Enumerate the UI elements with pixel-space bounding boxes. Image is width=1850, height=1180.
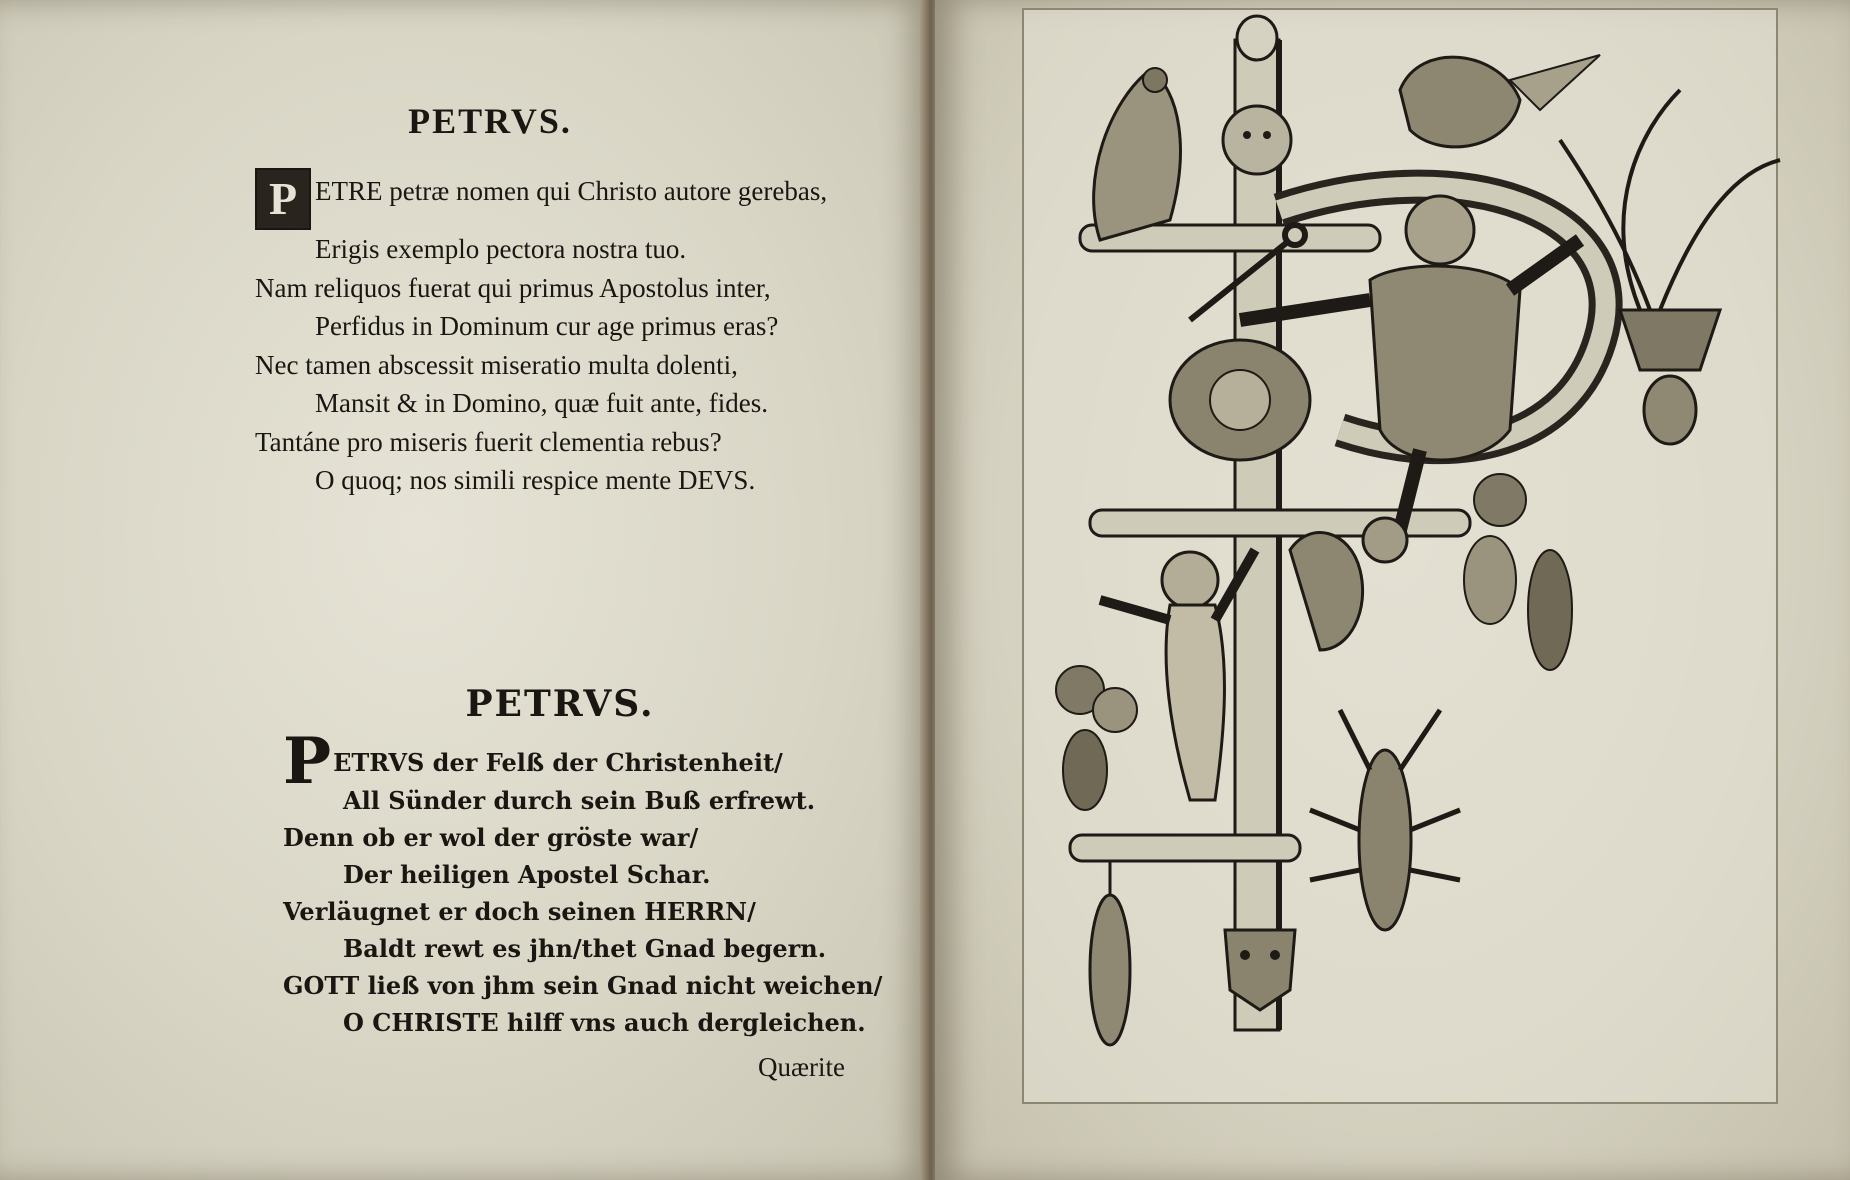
- german-line-7: GOTT ließ von jhm sein Gnad nicht weichen/: [283, 971, 883, 1000]
- german-dropcap: P: [283, 724, 332, 799]
- fruit-cluster-left: [1056, 666, 1137, 810]
- cherub-head: [1223, 106, 1291, 174]
- fruit-cluster-right: [1464, 474, 1572, 670]
- latin-line-8: O quoq; nos simili respice mente DEVS.: [315, 465, 756, 495]
- crossbar-middle: [1090, 510, 1470, 536]
- german-line-6: Baldt rewt es jhn/thet Gnad begern.: [343, 934, 827, 963]
- small-mask: [1363, 518, 1407, 562]
- latin-line-4: Perfidus in Dominum cur age primus eras?: [315, 311, 779, 341]
- latin-line-3: Nam reliquos fuerat qui primus Apostolus inter,: [255, 272, 771, 303]
- german-poem: [283, 724, 923, 1041]
- latin-line-2: Erigis exemplo pectora nostra tuo.: [315, 234, 687, 264]
- shield-ornament: [1170, 340, 1310, 460]
- german-line-2: All Sünder durch sein Buß erfrewt.: [343, 786, 816, 815]
- latin-title: PETRVS.: [408, 101, 572, 141]
- latin-line-6: Mansit & in Domino, quæ fuit ante, fides.: [315, 388, 768, 418]
- german-line-8: O CHRISTE hilff vns auch dergleichen.: [343, 1008, 866, 1037]
- german-title: PETRVS.: [465, 683, 655, 725]
- german-line-5: Verläugnet er doch seinen HERRN/: [283, 897, 756, 926]
- latin-line-1: P ETRE petræ nomen qui Christo autore gerebas,: [255, 168, 895, 230]
- crossbar-bottom: [1070, 835, 1300, 861]
- german-line-1: PETRVS der Felß der Christenheit/: [283, 724, 783, 799]
- german-line-3: Denn ob er wol der gröste war/: [283, 823, 699, 852]
- latin-line-5: Nec tamen abscessit miseratio multa dolenti,: [255, 349, 738, 380]
- parrot-bird: [1290, 533, 1363, 650]
- engraved-letter-p-illustration: [1040, 10, 1800, 1070]
- eagle-bird: [1094, 68, 1181, 240]
- german-line-4: Der heiligen Apostel Schar.: [343, 860, 711, 889]
- latin-dropcap: P: [255, 168, 311, 230]
- catchword: Quærite: [758, 1052, 845, 1082]
- fish: [1090, 860, 1130, 1045]
- crayfish: [1310, 710, 1460, 930]
- rooster-bird: [1400, 55, 1600, 147]
- latin-poem: [255, 168, 895, 500]
- putto-child: [1100, 550, 1255, 800]
- latin-line-7: Tantáne pro miseris fuerit clementia rebus?: [255, 426, 722, 457]
